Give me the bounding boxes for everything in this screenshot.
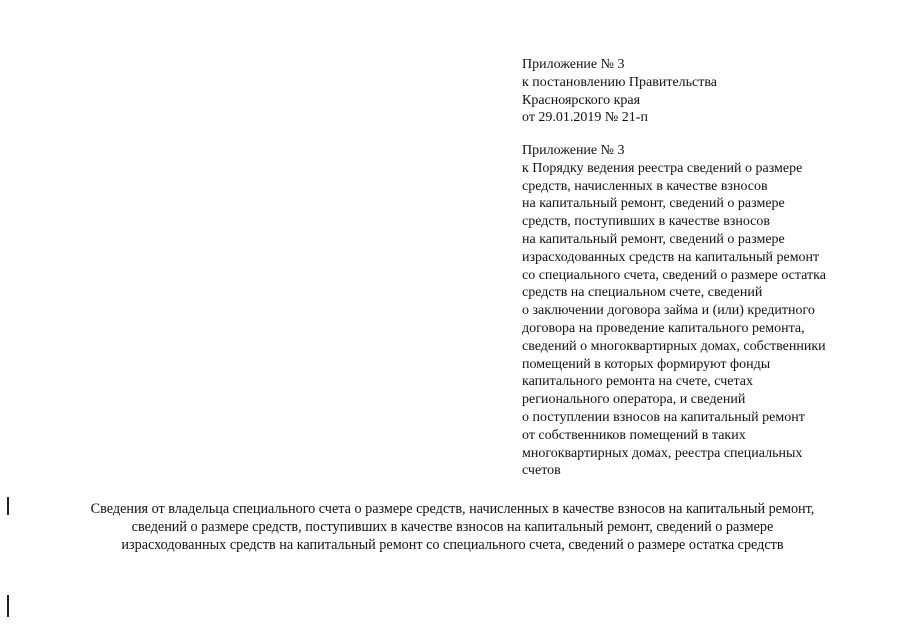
- appendix-line: договора на проведение капитального ремонта,: [522, 320, 805, 336]
- appendix-heading: Приложение № 3: [522, 57, 625, 72]
- appendix-date-number: от 29.01.2019 № 21-п: [522, 110, 648, 126]
- appendix-procedure: [522, 142, 892, 480]
- appendix-line: счетов: [522, 463, 561, 479]
- appendix-line: средств, поступивших в качестве взносов: [522, 214, 771, 230]
- appendix-line: средств на специальном счете, сведений: [522, 285, 763, 301]
- appendix-line: от собственников помещений в таких: [522, 427, 746, 443]
- appendix-line: сведений о многоквартирных домах, собственники: [522, 338, 826, 354]
- appendix-line: на капитальный ремонт, сведений о размере: [522, 231, 785, 247]
- appendix-line: к Порядку ведения реестра сведений о размере: [522, 160, 803, 176]
- scan-edge-mark: [7, 595, 9, 617]
- appendix-line: к постановлению Правительства: [522, 74, 718, 90]
- appendix-heading: Приложение № 3: [522, 143, 625, 158]
- appendix-line: на капитальный ремонт, сведений о размере: [522, 196, 785, 212]
- document-title-line: Сведения от владельца специального счета о размере средств, начисленных в качестве взносов на капитальный ремонт,: [90, 501, 815, 517]
- appendix-line: со специального счета, сведений о размере остатка: [522, 267, 826, 283]
- appendix-line: помещений в которых формируют фонды: [522, 356, 771, 372]
- appendix-line: израсходованных средств на капитальный ремонт: [522, 249, 820, 265]
- document-title-line: сведений о размере средств, поступивших в качестве взносов на капитальный ремонт, сведений о размере: [131, 519, 774, 535]
- appendix-line: капитального ремонта на счете, счетах: [522, 374, 753, 390]
- appendix-line: средств, начисленных в качестве взносов: [522, 178, 768, 194]
- appendix-line: многоквартирных домах, реестра специальных: [522, 445, 803, 461]
- document-title-line: израсходованных средств на капитальный ремонт со специального счета, сведений о размере остатка средств: [121, 537, 784, 553]
- appendix-line: о поступлении взносов на капитальный ремонт: [522, 409, 805, 425]
- appendix-line: о заключении договора займа и (или) кредитного: [522, 303, 815, 319]
- appendix-line: Красноярского края: [522, 92, 641, 108]
- document-title: [0, 500, 905, 554]
- appendix-government-resolution: [522, 56, 892, 127]
- appendix-line: регионального оператора, и сведений: [522, 392, 746, 408]
